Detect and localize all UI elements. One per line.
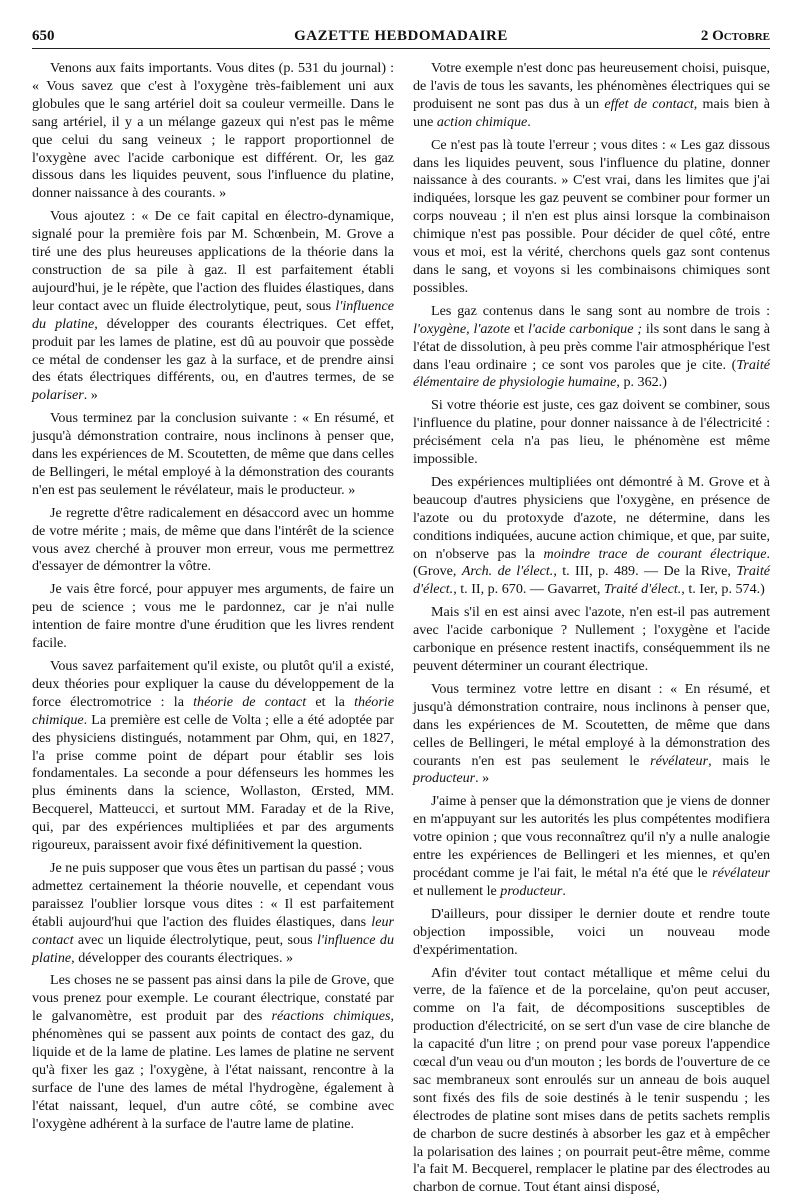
paragraph: Les choses ne se passent pas ainsi dans la pile de Grove, que vous prenez pour exemple. Le courant électrique, constaté par le galvanomètre, est produit par des réactions chimiques, phénomènes qui se passent aux points de contact des gaz, du liquide et de la lame de platine. Les lames de platine ne servent qu'à fixer les gaz ; l'oxygène, à l'état naissant, rencontre à la surface de l'une des lames de métal l'hydrogène, également à l'état naissant, lequel, d'un autre côté, se combine avec l'oxygène adhérent à la surface de l'autre lame de platine. — [32, 972, 394, 1132]
paragraph: Votre exemple n'est donc pas heureusement choisi, puisque, de l'avis de tous les savants, les phénomènes électriques qui se produisent ne sont pas dus à un effet de contact, mais bien à une action chimique. — [413, 60, 770, 130]
paragraph: D'ailleurs, pour dissiper le dernier doute et rendre toute objection impossible, voici un nouveau mode d'expérimentation. — [413, 905, 770, 958]
paragraph: Vous ajoutez : « De ce fait capital en électro-dynamique, signalé pour la première fois par M. Schœnbein, M. Grove a tiré une des plus heureuses applications de la théorie dans la construction de sa pile à gaz. Il est parfaitement établi aujourd'hui, je le répète, que l'action des fluides élastiques, dans leur contact avec un fluide électrolytique, peut, sous l'influence du platine, développer des courants électriques. Cet effet, produit par les lames de platine, est dû au pouvoir que possède ce métal de condenser les gaz à la surface, et de prendre ainsi des états électriques différents, ou, en d'autres termes, de se polariser. » — [32, 208, 394, 404]
paragraph: Ce n'est pas là toute l'erreur ; vous dites : « Les gaz dissous dans les liquides peuvent, sous l'influence du platine, donner naissance à des courants. » C'est vrai, dans les limites que j'ai indiquées, lorsque les gaz peuvent se combiner pour former un corps nouveau ; il n'en est plus ainsi lorsque la combinaison chimique n'est pas possible. Pour décider de quel côté, entre vous et moi, est la vérité, cherchons quels gaz sont contenus dans le sang, et voyons si les combinaisons chimiques sont possibles. — [413, 136, 770, 296]
paragraph: Afin d'éviter tout contact métallique et même celui du verre, de la faïence et de la porcelaine, qu'on peut accuser, comme on l'a fait, de décompositions susceptibles de production d'électricité, on se sert d'un vase de cire blanche de la capacité d'un litre ; on prend pour vase poreux l'appendice cœcal d'un veau ou d'un mouton ; les bords de l'ouverture de ce sac membraneux sont enroulés sur un anneau de bois auquel sont fixés des fils de soie destinés à le tenir suspendu ; les électrodes de platine sont mises dans de petits sachets remplis de charbon de sucre destinés à absorber les gaz et à empêcher la polarisation des laines ; on pourrait peut-être même, comme l'a fait M. Becquerel, remplacer le platine par des électrodes au charbon de cornue. Tout étant ainsi disposé, — [413, 964, 770, 1196]
journal-title: GAZETTE HEBDOMADAIRE — [294, 28, 508, 44]
paragraph: Je ne puis supposer que vous êtes un partisan du passé ; vous admettez certainement la théorie nouvelle, et cependant vous paraissez l'oublier lorsque vous dites : « Il est parfaitement établi aujourd'hui que l'action des fluides élastiques, dans leur contact avec un liquide électrolytique, peut, sous l'influence du platine, développer des courants électriques. » — [32, 859, 394, 966]
paragraph: Si votre théorie est juste, ces gaz doivent se combiner, sous l'influence du platine, pour donner naissance à de l'électricité : précisément cela n'a pas lieu, le phénomène est même impossible. — [413, 397, 770, 468]
paragraph: Vous terminez par la conclusion suivante : « En résumé, et jusqu'à démonstration contraire, nous inclinons à penser que, dans les expériences de M. Scoutetten, de même que dans celles de Bellingeri, le métal employé à la démonstration des courants n'en est pas seulement le révélateur, mais le producteur. » — [32, 410, 394, 498]
paragraph: Venons aux faits importants. Vous dites (p. 531 du journal) : « Vous savez que c'est à l'oxygène très-faiblement uni aux globules que le sang artériel doit sa couleur vermeille. Dans le sang artériel, il y a un mélange gazeux qui n'est pas le même que celui du sang veineux ; le rapport proportionnel de l'oxygène avec l'acide carbonique est différent. Or, les gaz dissous dans les liquides peuvent, sous l'influence du platine, donner naissance à des courants. » — [32, 60, 394, 202]
running-header — [32, 26, 770, 49]
paragraph: Les gaz contenus dans le sang sont au nombre de trois : l'oxygène, l'azote et l'acide carbonique ; ils sont dans le sang à l'état de dissolution, à peu près comme l'air atmosphérique l'est dans l'eau ordinaire ; ce sont vos paroles que je cite. (Traité élémentaire de physiologie humaine, p. 362.) — [413, 302, 770, 391]
left-column — [32, 60, 394, 1139]
paragraph: Je regrette d'être radicalement en désaccord avec un homme de votre mérite ; mais, de même que dans l'intérêt de la science vous avez cherché à prouver mon erreur, vous me permettrez d'essayer de démontrer la vôtre. — [32, 504, 394, 575]
issue-date: 2 Octobre — [700, 28, 770, 44]
paragraph: Je vais être forcé, pour appuyer mes arguments, de faire un peu de science ; vous me le pardonnez, car je n'ai nulle intention de faire montre d'une érudition que les livres rendent facile. — [32, 581, 394, 652]
paragraph: Des expériences multipliées ont démontré à M. Grove et à beaucoup d'autres physiciens que l'oxygène, en présence de l'azote ou du protoxyde d'azote, ne détermine, dans les conditions indiquées, aucune action chimique, et que, par suite, on n'observe pas la moindre trace de courant électrique. (Grove, Arch. de l'élect., t. III, p. 489. — De la Rive, Traité d'élect., t. II, p. 670. — Gavarret, Traité d'élect., t. Ier, p. 574.) — [413, 473, 770, 598]
right-column — [413, 60, 770, 1202]
paragraph: J'aime à penser que la démonstration que je viens de donner en m'appuyant sur les autorités les plus compétentes modifiera votre opinion ; que vous reconnaîtrez qu'il n'y a nulle analogie entre les expériences de Bellingeri et les miennes, et qu'en procédant comme je l'ai fait, le métal n'a été que le révélateur et nullement le producteur. — [413, 793, 770, 899]
paragraph: Vous savez parfaitement qu'il existe, ou plutôt qu'il a existé, deux théories pour expliquer la cause du développement de la force électromotrice : la théorie de contact et la théorie chimique. La première est celle de Volta ; elle a été adoptée par des physiciens distingués, notamment par Ohm, qui, en 1827, l'a prise comme point de départ pour établir ses lois fondamentales. La seconde a pour défenseurs les hommes les plus éminents dans la science, Wollaston, Œrsted, MM. Becquerel, Matteucci, et surtout MM. Faraday et de la Rive, qui, par des expériences multipliées et par des arguments rigoureux, paraissent avoir fixé définitivement la question. — [32, 658, 394, 854]
paragraph: Vous terminez votre lettre en disant : « En résumé, et jusqu'à démonstration contraire, nous inclinons à penser que, dans les expériences de M. Scoutetten, de même que dans celles de Bellingeri, le métal employé à la démonstration des courants n'en est pas seulement le révélateur, mais le producteur. » — [413, 680, 770, 787]
page-number: 650 — [32, 28, 55, 44]
paragraph: Mais s'il en est ainsi avec l'azote, n'en est-il pas autrement avec l'acide carbonique ? Nullement ; l'oxygène et l'acide carbonique en présence restent inactifs, conséquemment ils ne peuvent déterminer un courant électrique. — [413, 604, 770, 674]
